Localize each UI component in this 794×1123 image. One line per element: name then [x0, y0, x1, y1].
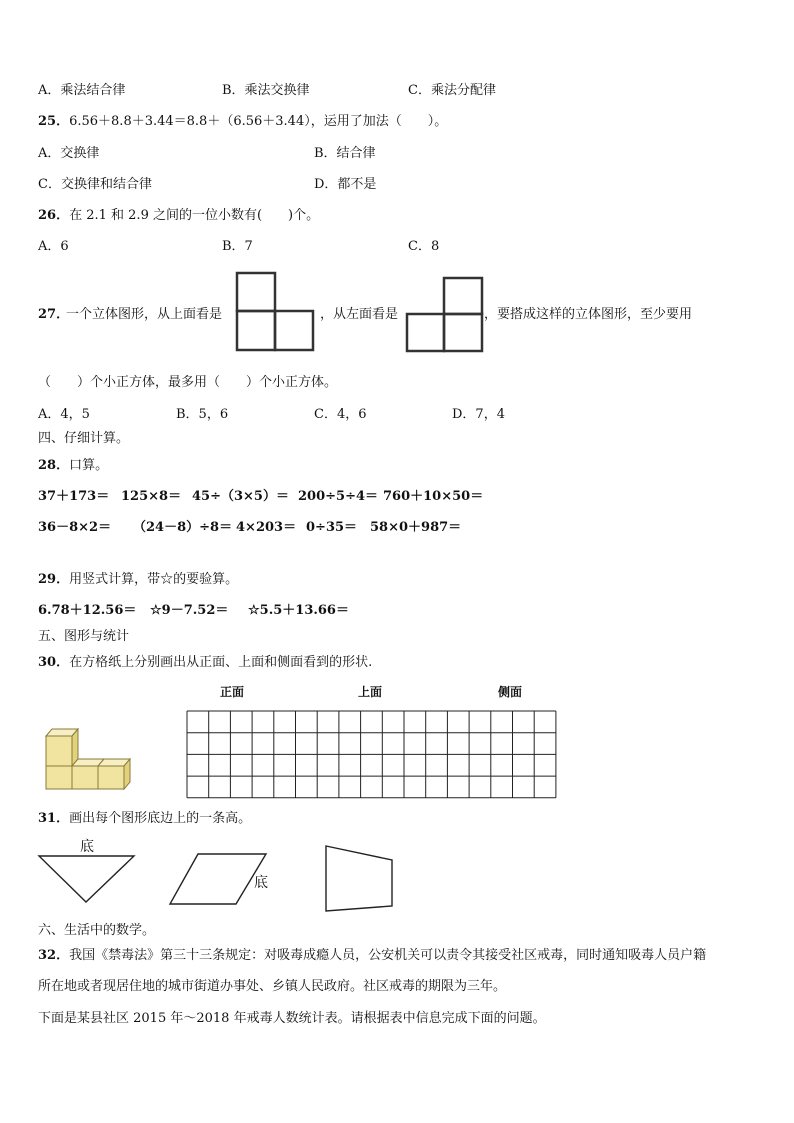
q27-option-a: A．4，5 [38, 407, 90, 422]
q28-number: 28． [38, 458, 70, 473]
q29-number: 29． [38, 572, 70, 587]
q27-option-b: B．5，6 [176, 407, 229, 422]
q31-triangle-base-label: 底 [80, 839, 94, 855]
q25-option-d: D．都不是 [314, 177, 377, 192]
q28-question [38, 457, 108, 475]
q27-top-view-figure [236, 272, 316, 352]
q28-item-1-1: 37＋173＝ [38, 489, 110, 504]
q27-text-part3: ，要搭成这样的立体图形，至少要用 [484, 307, 693, 322]
q30-number: 30． [38, 655, 70, 670]
q26-question [38, 207, 319, 225]
q25-option-c: C．交换律和结合律 [38, 177, 152, 192]
q32-paragraph-line1 [38, 947, 706, 965]
q24-option-b: B．乘法交换律 [222, 83, 310, 98]
q27-line2: （ ）个小正方体，最多用（ ）个小正方体。 [38, 375, 338, 390]
q28-item-2-4: 0÷35＝ [306, 520, 358, 535]
q25-option-b: B．结合律 [314, 146, 376, 161]
q25-text: 6.56＋8.8＋3.44＝8.8＋（6.56＋3.44），运用了加法（ ）。 [69, 114, 448, 129]
q27-option-d: D．7，4 [452, 407, 505, 422]
section-5-title: 五、图形与统计 [38, 629, 130, 644]
q26-text: 在 2.1 和 2.9 之间的一位小数有( )个。 [69, 208, 320, 223]
q32-paragraph-line2: 所在地或者现居住地的城市街道办事处、乡镇人民政府。社区戒毒的期限为三年。 [38, 979, 507, 994]
q31-text: 画出每个图形底边上的一条高。 [69, 811, 252, 826]
q25-option-a: A．交换律 [38, 146, 100, 161]
q27-number: 27． [38, 307, 70, 322]
q24-option-c: C．乘法分配律 [408, 83, 496, 98]
q29-item-3: ☆5.5＋13.66＝ [248, 603, 349, 618]
q29-item-2: ☆9－7.52＝ [150, 603, 229, 618]
q30-label-side: 侧面 [498, 685, 523, 699]
q28-item-1-4: 200÷5÷4＝ [298, 489, 379, 504]
q32-number: 32． [38, 948, 70, 963]
q26-number: 26． [38, 208, 70, 223]
q30-question [38, 654, 372, 672]
q31-trapezoid-figure [324, 844, 396, 914]
q29-text: 用竖式计算，带☆的要验算。 [69, 572, 239, 587]
q31-number: 31． [38, 811, 70, 826]
q31-parallelogram-base-label: 底 [254, 875, 268, 891]
section-6-title: 六、生活中的数学。 [38, 923, 156, 938]
q25-question [38, 113, 447, 131]
q27-option-c: C．4，6 [314, 407, 367, 422]
q31-question [38, 810, 251, 828]
q32-line1: 我国《禁毒法》第三十三条规定：对吸毒成瘾人员，公安机关可以责令其接受社区戒毒，同时通知吸毒人员户籍 [69, 948, 707, 963]
q25-number: 25． [38, 114, 70, 129]
q29-question [38, 571, 238, 589]
q27-text-part1: 一个立体图形，从上面看是 [66, 307, 223, 322]
q28-item-2-2: （24－8）÷8＝ [133, 520, 233, 535]
q30-text: 在方格纸上分别画出从正面、上面和侧面看到的形状. [69, 655, 373, 670]
q27-left-view-figure [406, 277, 486, 353]
q24-option-a: A．乘法结合律 [38, 83, 126, 98]
q30-square-grid[interactable] [186, 710, 558, 802]
q28-text: 口算。 [69, 458, 109, 473]
q26-option-a: A．6 [38, 239, 69, 254]
section-4-title: 四、仔细计算。 [38, 431, 130, 446]
q28-item-1-3: 45÷（3×5）＝ [192, 489, 289, 504]
q30-label-front: 正面 [220, 685, 245, 699]
q28-item-2-5: 58×0＋987＝ [370, 520, 462, 535]
q26-option-b: B．7 [222, 239, 253, 254]
q27-text-part2: ，从左面看是 [320, 307, 399, 322]
q30-cube-figure [44, 726, 134, 792]
q28-item-2-1: 36－8×2＝ [38, 520, 112, 535]
q28-item-1-5: 760＋10×50＝ [383, 489, 484, 504]
q28-item-1-2: 125×8＝ [121, 489, 182, 504]
q30-label-top: 上面 [358, 685, 383, 699]
q26-option-c: C．8 [408, 239, 440, 254]
q28-item-2-3: 4×203＝ [236, 520, 297, 535]
q29-item-1: 6.78＋12.56＝ [38, 603, 137, 618]
q32-paragraph-line3: 下面是某县社区 2015 年～2018 年戒毒人数统计表。请根据表中信息完成下面的问题。 [38, 1011, 546, 1026]
